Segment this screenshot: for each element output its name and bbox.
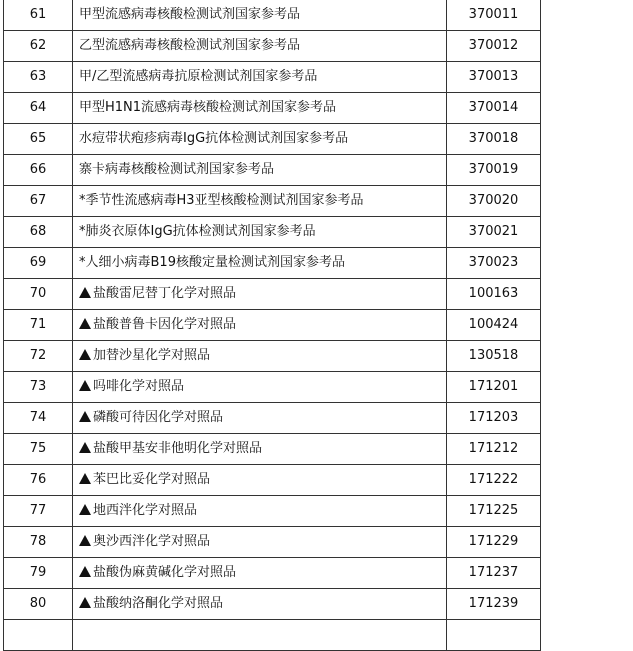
reference-material-name: *人细小病毒B19核酸定量检测试剂国家参考品 (79, 255, 345, 270)
catalog-code: 171229 (447, 527, 541, 558)
table-row (4, 465, 541, 496)
reference-material-name: 磷酸可待因化学对照品 (93, 410, 224, 425)
row-number: 77 (4, 496, 73, 527)
catalog-code: 370014 (447, 93, 541, 124)
reference-material-name-cell (73, 558, 447, 589)
table-row (4, 310, 541, 341)
catalog-code: 370013 (447, 62, 541, 93)
catalog-code: 370019 (447, 155, 541, 186)
catalog-code: 100163 (447, 279, 541, 310)
reference-material-name: 甲/乙型流感病毒抗原检测试剂国家参考品 (79, 69, 318, 84)
row-number: 78 (4, 527, 73, 558)
table-row (4, 62, 541, 93)
table-row (4, 248, 541, 279)
row-number: 69 (4, 248, 73, 279)
catalog-code: 130518 (447, 341, 541, 372)
table-body (4, 0, 541, 651)
reference-material-name: 盐酸伪麻黄碱化学对照品 (93, 565, 237, 580)
reference-material-name-cell (73, 93, 447, 124)
table-row (4, 186, 541, 217)
row-number: 63 (4, 62, 73, 93)
reference-material-name: 盐酸雷尼替丁化学对照品 (93, 286, 237, 301)
table-row (4, 31, 541, 62)
catalog-code: 171239 (447, 589, 541, 620)
row-number: 64 (4, 93, 73, 124)
reference-material-name: 吗啡化学对照品 (93, 379, 185, 394)
row-number: 74 (4, 403, 73, 434)
row-number: 71 (4, 310, 73, 341)
catalog-code: 370021 (447, 217, 541, 248)
row-number: 62 (4, 31, 73, 62)
triangle-marker-icon (79, 380, 91, 391)
reference-material-name-cell (73, 527, 447, 558)
triangle-marker-icon (79, 566, 91, 577)
reference-material-name-cell (73, 589, 447, 620)
row-number: 67 (4, 186, 73, 217)
row-number (4, 620, 73, 651)
row-number: 76 (4, 465, 73, 496)
catalog-code: 171201 (447, 372, 541, 403)
catalog-code: 100424 (447, 310, 541, 341)
reference-material-name-cell (73, 341, 447, 372)
reference-material-name: 盐酸甲基安非他明化学对照品 (93, 441, 263, 456)
triangle-marker-icon (79, 318, 91, 329)
row-number: 72 (4, 341, 73, 372)
table-row (4, 620, 541, 651)
table-row (4, 155, 541, 186)
triangle-marker-icon (79, 442, 91, 453)
reference-material-name: 苯巴比妥化学对照品 (93, 472, 211, 487)
reference-material-table (3, 0, 541, 651)
table-row (4, 589, 541, 620)
catalog-code: 370023 (447, 248, 541, 279)
row-number: 75 (4, 434, 73, 465)
triangle-marker-icon (79, 287, 91, 298)
catalog-code (447, 620, 541, 651)
row-number: 70 (4, 279, 73, 310)
triangle-marker-icon (79, 473, 91, 484)
table-row (4, 372, 541, 403)
table-row (4, 0, 541, 31)
reference-material-name: 水痘带状疱疹病毒IgG抗体检测试剂国家参考品 (79, 131, 349, 146)
triangle-marker-icon (79, 349, 91, 360)
triangle-marker-icon (79, 535, 91, 546)
reference-material-name-cell (73, 465, 447, 496)
reference-material-name: 盐酸普鲁卡因化学对照品 (93, 317, 237, 332)
catalog-code: 370020 (447, 186, 541, 217)
reference-material-name: 乙型流感病毒核酸检测试剂国家参考品 (79, 38, 301, 53)
row-number: 79 (4, 558, 73, 589)
reference-material-name: 盐酸纳洛酮化学对照品 (93, 596, 224, 611)
row-number: 65 (4, 124, 73, 155)
reference-material-name-cell (73, 620, 447, 651)
reference-material-name: 寨卡病毒核酸检测试剂国家参考品 (79, 162, 275, 177)
row-number: 73 (4, 372, 73, 403)
reference-material-name: 甲型H1N1流感病毒核酸检测试剂国家参考品 (79, 100, 337, 115)
reference-material-name-cell (73, 496, 447, 527)
catalog-code: 370011 (447, 0, 541, 31)
reference-material-name-cell (73, 403, 447, 434)
catalog-code: 171212 (447, 434, 541, 465)
row-number: 80 (4, 589, 73, 620)
reference-material-name: 奥沙西泮化学对照品 (93, 534, 211, 549)
table-row (4, 341, 541, 372)
reference-material-name: 加替沙星化学对照品 (93, 348, 211, 363)
reference-material-name-cell (73, 0, 447, 31)
reference-material-name-cell (73, 186, 447, 217)
reference-material-name-cell (73, 62, 447, 93)
catalog-code: 171237 (447, 558, 541, 589)
catalog-code: 171222 (447, 465, 541, 496)
reference-material-name: 地西泮化学对照品 (93, 503, 198, 518)
triangle-marker-icon (79, 411, 91, 422)
row-number: 68 (4, 217, 73, 248)
triangle-marker-icon (79, 597, 91, 608)
table-row (4, 93, 541, 124)
row-number: 61 (4, 0, 73, 31)
table-row (4, 558, 541, 589)
reference-material-name-cell (73, 31, 447, 62)
triangle-marker-icon (79, 504, 91, 515)
catalog-code: 370018 (447, 124, 541, 155)
reference-material-name: *季节性流感病毒H3亚型核酸检测试剂国家参考品 (79, 193, 364, 208)
reference-material-name-cell (73, 279, 447, 310)
reference-material-name-cell (73, 310, 447, 341)
catalog-code: 171225 (447, 496, 541, 527)
table-row (4, 527, 541, 558)
table-row (4, 434, 541, 465)
table-row (4, 496, 541, 527)
catalog-code: 370012 (447, 31, 541, 62)
catalog-code: 171203 (447, 403, 541, 434)
reference-material-name-cell (73, 217, 447, 248)
reference-material-name: *肺炎衣原体IgG抗体检测试剂国家参考品 (79, 224, 316, 239)
table-row (4, 124, 541, 155)
table-row (4, 279, 541, 310)
row-number: 66 (4, 155, 73, 186)
reference-material-name-cell (73, 155, 447, 186)
table-row (4, 217, 541, 248)
reference-material-name-cell (73, 434, 447, 465)
table-row (4, 403, 541, 434)
reference-material-name-cell (73, 372, 447, 403)
reference-material-name-cell (73, 124, 447, 155)
reference-material-name: 甲型流感病毒核酸检测试剂国家参考品 (79, 7, 301, 22)
reference-material-name-cell (73, 248, 447, 279)
